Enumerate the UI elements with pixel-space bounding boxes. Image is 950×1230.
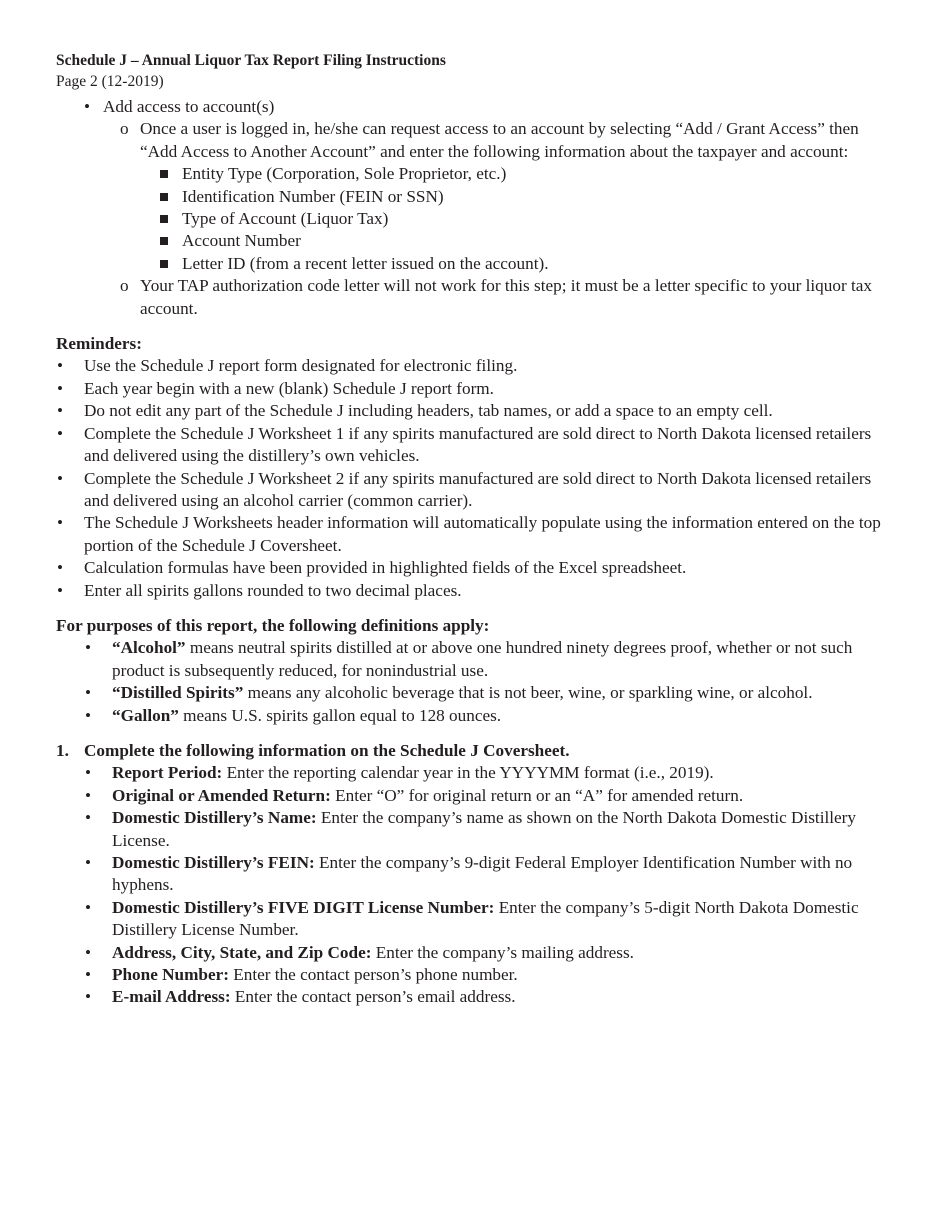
field-text: Enter the company’s mailing address. <box>371 942 634 962</box>
bullet-marker: • <box>84 97 91 116</box>
reminder-item <box>56 423 896 468</box>
coversheet-field-item <box>56 986 896 1008</box>
definition-term: “Distilled Spirits” <box>112 683 244 703</box>
definition-item <box>56 682 896 704</box>
bullet-marker: • <box>57 423 64 443</box>
definition-term: “Alcohol” <box>112 638 186 658</box>
bullet-marker: • <box>85 897 92 917</box>
access-bullet-item <box>56 96 896 118</box>
field-text: Enter “O” for original return or an “A” for amended return. <box>330 785 744 805</box>
definition-term: “Gallon” <box>112 705 179 725</box>
field-text: Enter the reporting calendar year in the YYYYMM format (i.e., 2019). <box>222 763 714 783</box>
access-field-text: Type of Account (Liquor Tax) <box>182 209 389 229</box>
reminder-text: Enter all spirits gallons rounded to two decimal places. <box>84 580 462 600</box>
reminder-text: Do not edit any part of the Schedule J including headers, tab names, or add a space to an empty cell. <box>84 401 773 421</box>
access-field-text: Identification Number (FEIN or SSN) <box>182 186 444 206</box>
bullet-marker: • <box>85 705 92 725</box>
coversheet-field-item <box>56 807 896 852</box>
access-field-item <box>56 163 896 185</box>
access-field-item <box>56 230 896 252</box>
field-term: Address, City, State, and Zip Code: <box>112 942 372 962</box>
bullet-marker: • <box>57 401 64 421</box>
bullet-marker: • <box>85 638 92 658</box>
field-term: Domestic Distillery’s FEIN: <box>112 853 315 872</box>
reminder-item <box>56 378 896 400</box>
bullet-marker: • <box>57 513 64 533</box>
bullet-marker: • <box>85 942 92 962</box>
square-bullet-icon <box>160 237 168 245</box>
field-term: E-mail Address: <box>112 987 231 1007</box>
reminder-item <box>56 512 896 557</box>
field-term: Original or Amended Return: <box>112 785 331 805</box>
field-term: Domestic Distillery’s Name: <box>112 808 317 828</box>
reminder-item <box>56 400 896 422</box>
coversheet-field-item <box>56 964 896 986</box>
bullet-marker: • <box>57 356 64 376</box>
definition-text: means any alcoholic beverage that is not beer, wine, or sparkling wine, or alcohol. <box>243 683 813 703</box>
sub-marker: o <box>120 276 129 296</box>
bullet-marker: • <box>85 785 92 805</box>
field-text: Enter the company’s 9-digit Federal Employer Identification Number with no hyphens. <box>112 853 853 895</box>
definition-text: means neutral spirits distilled at or above one hundred ninety degrees proof, whether or not such product is subsequently reduced, for nonindustrial use. <box>112 638 853 680</box>
access-field-item <box>56 253 896 275</box>
reminder-text: Calculation formulas have been provided in highlighted fields of the Excel spreadsheet. <box>84 558 687 578</box>
bullet-marker: • <box>57 378 64 398</box>
reminder-item <box>56 557 896 579</box>
reminder-item <box>56 468 896 513</box>
reminder-text: Complete the Schedule J Worksheet 1 if any spirits manufactured are sold direct to North Dakota licensed retailers and delivered using the distillery’s own vehicles. <box>84 423 872 466</box>
bullet-marker: • <box>85 853 92 872</box>
coversheet-field-item <box>56 897 896 942</box>
field-text: Enter the company’s 5-digit North Dakota Domestic Distillery License Number. <box>112 897 859 940</box>
access-label: Add access to account(s) <box>103 97 275 116</box>
reminders-heading: Reminders: <box>56 334 142 354</box>
bullet-marker: • <box>85 808 92 828</box>
reminder-item <box>56 355 896 377</box>
access-field-text: Letter ID (from a recent letter issued on the account). <box>182 253 549 273</box>
step-number: 1. <box>56 740 69 760</box>
bullet-marker: • <box>57 468 64 488</box>
access-field-item <box>56 208 896 230</box>
document-page <box>56 50 896 1009</box>
coversheet-field-item <box>56 762 896 784</box>
step-1-heading <box>56 740 896 762</box>
access-field-item <box>56 186 896 208</box>
definition-text: means U.S. spirits gallon equal to 128 ounces. <box>178 705 502 725</box>
field-text: Enter the contact person’s phone number. <box>228 965 518 985</box>
field-term: Domestic Distillery’s FIVE DIGIT License Number: <box>112 897 495 917</box>
access-step-2 <box>56 275 896 320</box>
definitions-heading: For purposes of this report, the following definitions apply: <box>56 615 490 635</box>
bullet-marker: • <box>57 580 64 600</box>
document-title: Schedule J – Annual Liquor Tax Report Filing Instructions <box>56 52 446 69</box>
access-field-text: Account Number <box>182 231 301 251</box>
bullet-marker: • <box>57 558 64 578</box>
reminder-item <box>56 580 896 602</box>
coversheet-field-item <box>56 785 896 807</box>
square-bullet-icon <box>160 215 168 223</box>
step-1-heading-text: Complete the following information on the Schedule J Coversheet. <box>84 740 570 760</box>
access-step-2-text: Your TAP authorization code letter will not work for this step; it must be a letter specific to your liquor tax account. <box>140 276 872 318</box>
bullet-marker: • <box>85 987 92 1007</box>
reminder-text: Use the Schedule J report form designated for electronic filing. <box>84 356 518 376</box>
bullet-marker: • <box>85 683 92 703</box>
bullet-marker: • <box>85 763 92 783</box>
reminder-text: The Schedule J Worksheets header information will automatically populate using the information entered on the top portion of the Schedule J Coversheet. <box>84 513 881 555</box>
coversheet-field-item <box>56 852 896 897</box>
access-step-1-text: Once a user is logged in, he/she can request access to an account by selecting “Add / Grant Access” then “Add Access to Another Account” and enter the following information about the taxpayer and account: <box>140 119 859 161</box>
square-bullet-icon <box>160 193 168 201</box>
access-step-1 <box>56 118 896 163</box>
reminder-text: Complete the Schedule J Worksheet 2 if any spirits manufactured are sold direct to North Dakota licensed retailers and delivered using an alcohol carrier (common carrier). <box>84 468 872 510</box>
square-bullet-icon <box>160 170 168 178</box>
field-term: Phone Number: <box>112 965 229 985</box>
page-info: Page 2 (12-2019) <box>56 73 164 90</box>
coversheet-field-item <box>56 942 896 964</box>
sub-marker: o <box>120 119 129 139</box>
reminder-text: Each year begin with a new (blank) Schedule J report form. <box>84 378 494 398</box>
bullet-marker: • <box>85 965 92 985</box>
access-field-text: Entity Type (Corporation, Sole Proprietor, etc.) <box>182 164 507 184</box>
definition-item <box>56 705 896 727</box>
field-text: Enter the contact person’s email address. <box>230 987 516 1007</box>
field-term: Report Period: <box>112 763 223 783</box>
square-bullet-icon <box>160 260 168 268</box>
definition-item <box>56 637 896 682</box>
field-text: Enter the company’s name as shown on the North Dakota Domestic Distillery License. <box>112 808 856 850</box>
